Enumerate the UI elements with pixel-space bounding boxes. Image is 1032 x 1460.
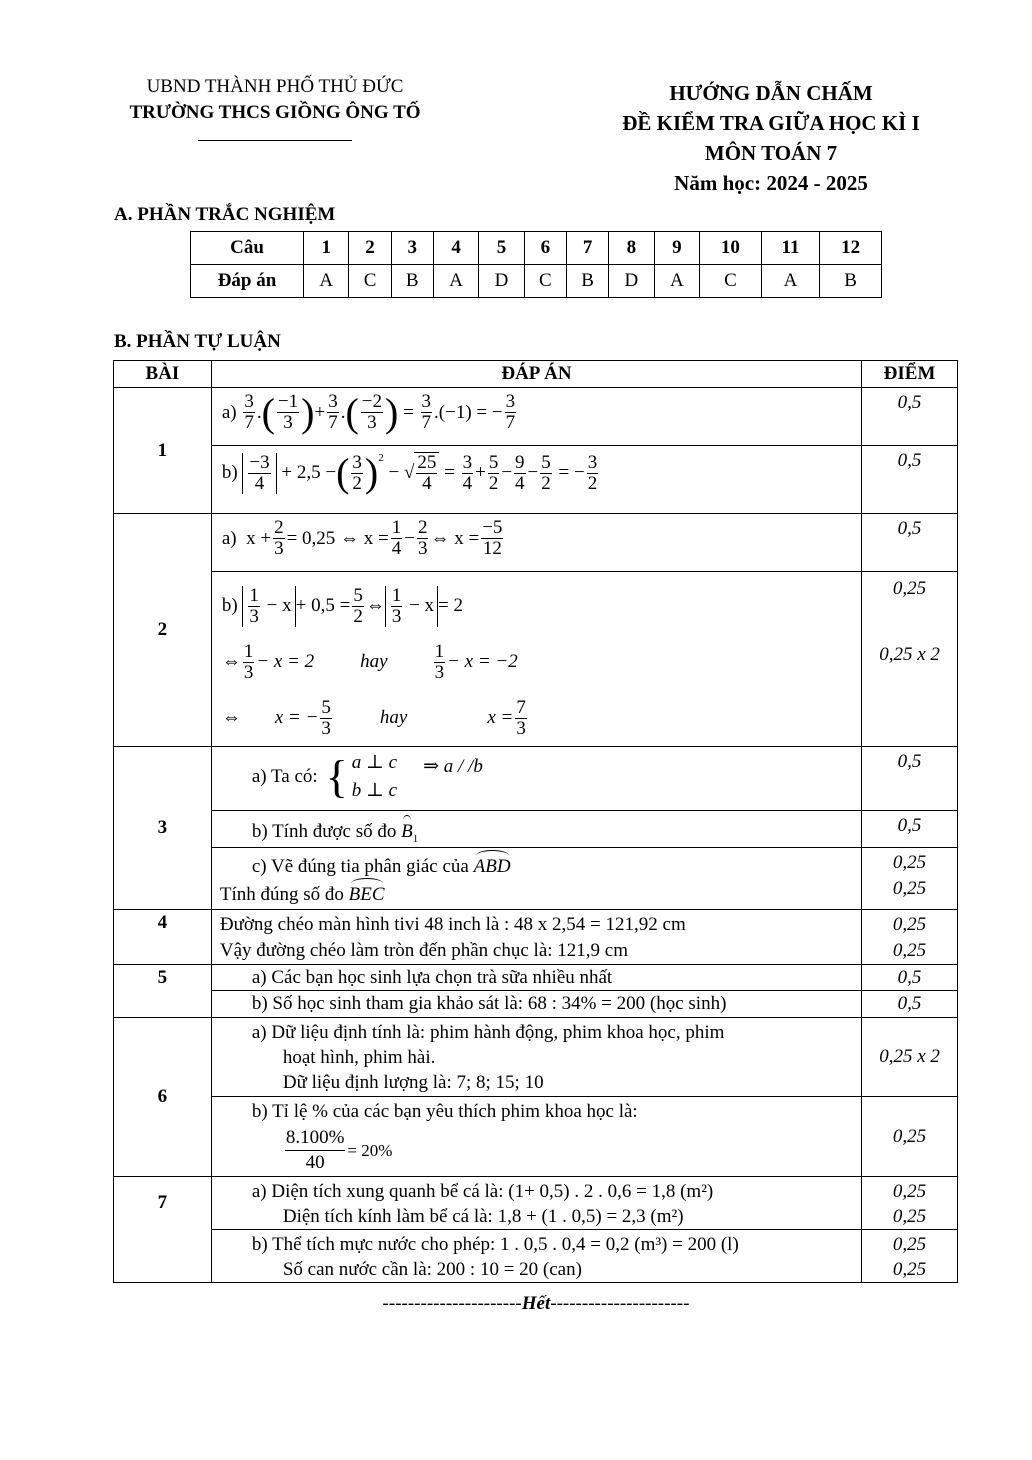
- question-number: 4: [433, 232, 478, 265]
- answer-4-line1: Đường chéo màn hình tivi 48 inch là : 48 x 2,54 = 121,92 cm: [219, 914, 686, 935]
- question-number: 5: [479, 232, 524, 265]
- answer-7b-line1: b) Thể tích mực nước cho phép: 1 . 0,5 . 0,4 = 0,2 (m³) = 200 (l): [251, 1234, 739, 1255]
- answer-cell: B: [820, 265, 882, 298]
- answer-row: [191, 265, 882, 298]
- formula-2b-line3: ⇔ x = − $\frac{5}{3}$ hay x = $\frac{7}{3}$: [221, 696, 526, 739]
- answer-6a: [211, 1018, 861, 1097]
- score: 0,25: [892, 852, 927, 873]
- item-label: a) Ta có:: [251, 766, 318, 787]
- end-text: Hết: [521, 1293, 551, 1314]
- answer-3b: b) Tính được số đo $B_1$: [211, 811, 861, 848]
- formula-2b-line2: ⇔ $\frac{1}{3}$ − x = 2 hay $\frac{1}{3}$ − x = −2: [221, 640, 518, 683]
- header-divider: [198, 140, 352, 141]
- answer-7b-line2: Số can nước cần là: 200 : 10 = 20 (can): [282, 1259, 582, 1280]
- table-row: [114, 1018, 958, 1097]
- bai-number: 1: [114, 388, 212, 514]
- answer-cell: A: [654, 265, 699, 298]
- district-name: UBND THÀNH PHỐ THỦ ĐỨC: [146, 76, 404, 97]
- answer-4: [211, 910, 861, 965]
- end-dashes-left: ----------------------: [382, 1293, 522, 1314]
- bai-number: 4: [114, 910, 212, 965]
- answer-6a-line3: Dữ liệu định lượng là: 7; 8; 15; 10: [282, 1072, 544, 1093]
- table-row: [114, 811, 958, 848]
- angle-label: B: [401, 815, 413, 843]
- question-number: 9: [654, 232, 699, 265]
- answer-7b: [211, 1230, 861, 1283]
- item-label: b): [221, 595, 238, 616]
- col-header-dap-an: ĐÁP ÁN: [211, 361, 861, 388]
- score-cell-3c: [862, 848, 958, 910]
- score: 0,25: [892, 1206, 927, 1227]
- bai-number: 6: [114, 1018, 212, 1177]
- bai-number: 3: [114, 747, 212, 910]
- answer-1b: [211, 446, 861, 514]
- answer-5a: a) Các bạn học sinh lựa chọn trà sữa nhiều nhất: [211, 965, 861, 991]
- score-cell-4: [862, 910, 958, 965]
- question-number: 12: [820, 232, 882, 265]
- formula-2a: a) x + $\frac{2}{3}$ = 0,25 ⇔ x = $\frac{1}{4}$ − $\frac{2}{3}$ ⇔ x = $\frac{-5}{12}$: [221, 517, 503, 559]
- score: 0,25 x 2: [862, 1018, 958, 1097]
- fraction-numerator: 8.100%: [285, 1126, 346, 1151]
- row-label-cau: Câu: [191, 232, 304, 265]
- table-row: [114, 1230, 958, 1283]
- bai-number: 2: [114, 514, 212, 747]
- angle-label: BEC: [349, 878, 385, 906]
- hay-word: hay: [360, 651, 388, 672]
- bai-number: 7: [114, 1177, 212, 1283]
- answer-6b: [211, 1097, 861, 1177]
- bai-number: 5: [114, 965, 212, 1018]
- answer-3c-line1: [220, 850, 861, 878]
- score-cell-7b: [862, 1230, 958, 1283]
- answer-3c: [211, 848, 861, 910]
- answer-3a: [211, 747, 861, 811]
- score: 0,5: [862, 811, 958, 848]
- formula-1b: b) $\frac{-3}{4}$ + 2,5 − ( $\frac{3}{2}$ ) $^2$ − √ $\frac{25}{4}$ = $\frac{3}{4}$ + $\frac{5}{2}$ − $\frac{9}{4}$ − $\frac{5}{2}$ = − $\frac{3}{2}$: [221, 450, 598, 495]
- answer-cell: D: [609, 265, 654, 298]
- subject-title: MÔN TOÁN 7: [704, 141, 838, 165]
- table-row: [114, 446, 958, 514]
- fraction-result: = 20%: [347, 1140, 393, 1160]
- table-row: [114, 514, 958, 572]
- question-number: 10: [700, 232, 762, 265]
- row-label-dap-an: Đáp án: [191, 265, 304, 298]
- table-header-row: [114, 361, 958, 388]
- formula-3a: a) Ta có: { a ⊥ c b ⊥ c ⇒ a / /b: [251, 751, 483, 802]
- answer-cell: B: [391, 265, 433, 298]
- question-number: 6: [524, 232, 566, 265]
- answer-6a-line2: hoạt hình, phim hài.: [282, 1047, 436, 1068]
- score: 0,25: [892, 878, 927, 899]
- header-left: [110, 76, 440, 141]
- table-row: [114, 388, 958, 446]
- score-cell-2b: [862, 572, 958, 747]
- part-b-title: B. PHẦN TỰ LUẬN: [114, 331, 281, 352]
- item-text: c) Vẽ đúng tia phân giác của: [251, 856, 469, 877]
- answer-cell: C: [349, 265, 391, 298]
- score: 0,25: [892, 940, 927, 961]
- angle-label: ABD: [474, 850, 511, 878]
- answer-6b-line1: b) Tỉ lệ % của các bạn yêu thích phim khoa học là:: [251, 1101, 638, 1122]
- score: 0,25: [892, 914, 927, 935]
- item-label: b): [221, 462, 238, 483]
- question-row: [191, 232, 882, 265]
- formula-6b: [252, 1126, 861, 1175]
- table-row: [114, 848, 958, 910]
- essay-answer-table: [113, 360, 958, 1283]
- score: 0,5: [862, 514, 958, 572]
- score: 0,5: [862, 747, 958, 811]
- end-marker: [300, 1293, 772, 1315]
- answer-cell: B: [566, 265, 608, 298]
- score: 0,25: [892, 1234, 927, 1255]
- school-year: Năm học: 2024 - 2025: [674, 171, 868, 195]
- question-number: 11: [761, 232, 819, 265]
- answer-cell: A: [433, 265, 478, 298]
- score: 0,25: [862, 1097, 958, 1177]
- score: 0,5: [862, 965, 958, 991]
- answer-cell: C: [700, 265, 762, 298]
- answer-6a-line1: a) Dữ liệu định tính là: phim hành động, phim khoa học, phim: [251, 1022, 725, 1043]
- table-row: [114, 910, 958, 965]
- score: 0,25 x 2: [879, 644, 940, 665]
- formula-1a: a) $\frac{3}{7}$ . ( $\frac{-1}{3}$ ) + $\frac{3}{7}$ . ( $\frac{-2}{3}$ ) = $\frac{3}{7}$ .(−1) = − $\frac{3}{7}$: [221, 389, 516, 435]
- question-number: 2: [349, 232, 391, 265]
- item-text: Tính đúng số đo: [219, 884, 344, 905]
- answer-2a: [211, 514, 861, 572]
- answer-4-line2: Vậy đường chéo làm tròn đến phần chục là: 121,9 cm: [219, 940, 628, 961]
- table-row: [114, 747, 958, 811]
- question-number: 7: [566, 232, 608, 265]
- col-header-bai: BÀI: [114, 361, 212, 388]
- score: 0,5: [862, 991, 958, 1018]
- hay-word: hay: [379, 707, 408, 728]
- part-a-title: A. PHẦN TRẮC NGHIỆM: [114, 204, 336, 225]
- answer-7a-line1: a) Diện tích xung quanh bể cá là: (1+ 0,5) . 2 . 0,6 = 1,8 (m²): [251, 1181, 714, 1202]
- table-row: [114, 1097, 958, 1177]
- exam-title: ĐỀ KIỂM TRA GIỮA HỌC KÌ I: [622, 111, 920, 135]
- score: 0,5: [862, 388, 958, 446]
- answer-cell: A: [761, 265, 819, 298]
- answer-cell: C: [524, 265, 566, 298]
- item-label: a): [221, 527, 237, 549]
- end-dashes-right: ----------------------: [550, 1293, 690, 1314]
- question-number: 8: [609, 232, 654, 265]
- table-row: [114, 572, 958, 747]
- answer-cell: A: [304, 265, 349, 298]
- doc-title: HƯỚNG DẪN CHẤM: [669, 81, 873, 105]
- answer-1a: [211, 388, 861, 446]
- answer-7a: [211, 1177, 861, 1230]
- question-number: 1: [304, 232, 349, 265]
- table-row: [114, 1177, 958, 1230]
- score: 0,5: [862, 446, 958, 514]
- score: 0,25: [892, 1259, 927, 1280]
- answer-3c-line2: [220, 878, 861, 906]
- header-right: [576, 78, 966, 198]
- item-text: b) Tính được số đo: [251, 821, 397, 842]
- item-label: a): [221, 401, 237, 423]
- score: 0,25: [892, 1181, 927, 1202]
- table-row: [114, 991, 958, 1018]
- question-number: 3: [391, 232, 433, 265]
- score-cell-7a: [862, 1177, 958, 1230]
- fraction-denominator: 40: [305, 1152, 325, 1173]
- answer-2b: [211, 572, 861, 747]
- answer-7a-line2: Diện tích kính làm bể cá là: 1,8 + (1 . 0,5) = 2,3 (m²): [282, 1206, 684, 1227]
- formula-2b-line1: b) $\frac{1}{3}$ − x + 0,5 = $\frac{5}{2}$ ⇔ $\frac{1}{3}$ − x = 2: [221, 584, 464, 627]
- answer-cell: D: [479, 265, 524, 298]
- multiple-choice-table: [190, 231, 882, 298]
- score: 0,25: [892, 578, 927, 599]
- col-header-diem: ĐIỂM: [862, 361, 958, 388]
- answer-5b: b) Số học sinh tham gia khảo sát là: 68 : 34% = 200 (học sinh): [211, 991, 861, 1018]
- table-row: [114, 965, 958, 991]
- school-name: TRƯỜNG THCS GIỒNG ÔNG TỐ: [129, 102, 421, 123]
